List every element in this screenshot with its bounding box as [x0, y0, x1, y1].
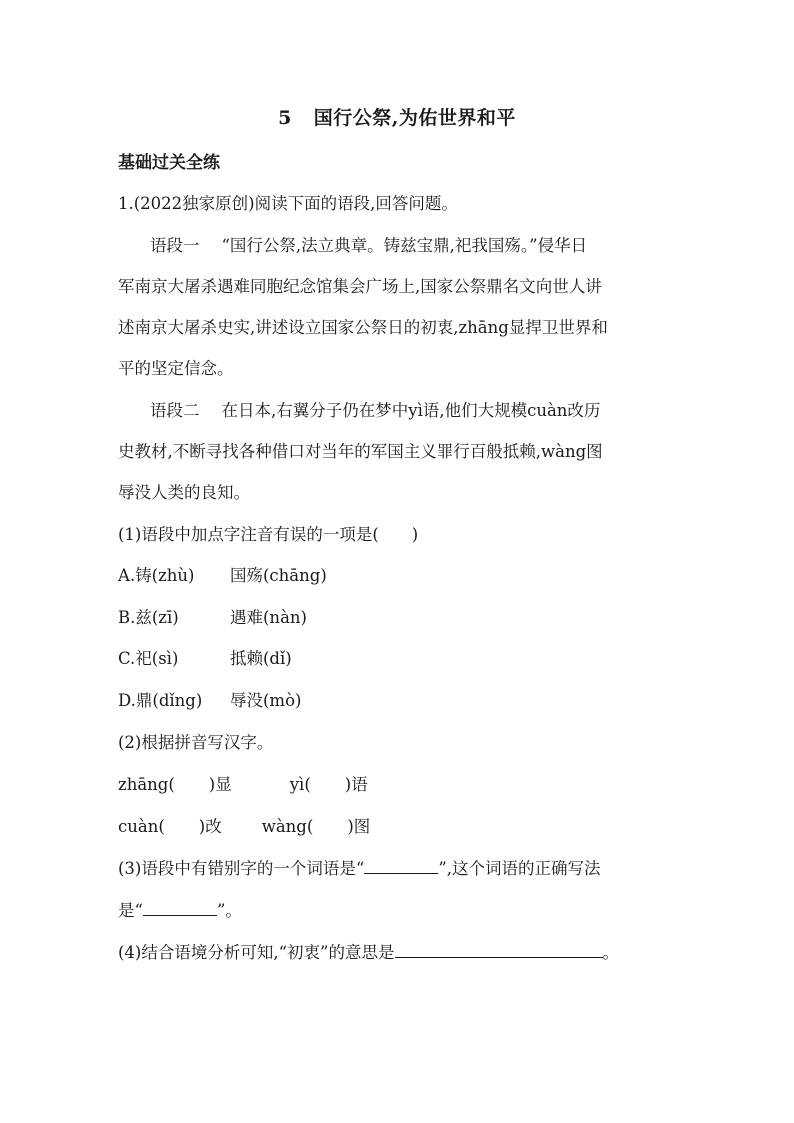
- subquestion-3-line-1: (3)语段中有错别字的一个词语是“ ”,这个词语的正确写法: [118, 859, 601, 878]
- paragraph-2-line-1: 语段二 在日本,右翼分子仍在梦中yì语,他们大规模cuàn改历: [150, 401, 601, 420]
- paragraph-1-line-1: 语段一 “国行公祭,法立典章。铸兹宝鼎,祀我国殇。”侵华日: [150, 236, 588, 255]
- option-a[interactable]: A.铸(zhù) 国殇(chāng): [118, 566, 327, 585]
- answer-blank[interactable]: [395, 943, 603, 958]
- section-heading: 基础过关全练: [118, 153, 220, 173]
- option-c[interactable]: C.祀(sì) 抵赖(dǐ): [118, 649, 292, 668]
- subquestion-2-stem: (2)根据拼音写汉字。: [118, 733, 274, 752]
- lesson-title: 国行公祭,为佑世界和平: [313, 107, 516, 129]
- paragraph-1-tag: 语段一: [150, 236, 200, 255]
- option-d[interactable]: D.鼎(dǐng) 辱没(mò): [118, 691, 302, 710]
- paragraph-1-line-3: 述南京大屠杀史实,讲述设立国家公祭日的初衷,zhāng显捍卫世界和: [118, 318, 608, 337]
- paragraph-2-tag: 语段二: [150, 401, 200, 420]
- paragraph-2-line-2: 史教材,不断寻找各种借口对当年的军国主义罪行百般抵赖,wàng图: [118, 442, 603, 461]
- paragraph-1-line-2: 军南京大屠杀遇难同胞纪念馆集会广场上,国家公祭鼎名文向世人讲: [118, 277, 602, 296]
- paragraph-1-line-4: 平的坚定信念。: [118, 359, 234, 378]
- question-stem: 1.(2022独家原创)阅读下面的语段,回答问题。: [118, 194, 458, 213]
- answer-blank[interactable]: [143, 901, 217, 916]
- subquestion-4: (4)结合语境分析可知,“初衷”的意思是 。: [118, 943, 619, 962]
- pinyin-row-2: cuàn( )改 wàng( )图: [118, 817, 371, 836]
- subquestion-3-line-2: 是“ ”。: [118, 901, 242, 920]
- paragraph-2-line-3: 辱没人类的良知。: [118, 483, 250, 502]
- page-title: [0, 103, 794, 130]
- subquestion-1-stem: (1)语段中加点字注音有误的一项是( ): [118, 525, 419, 544]
- answer-blank[interactable]: [364, 859, 438, 874]
- pinyin-row-1: zhāng( )显 yì( )语: [118, 775, 368, 794]
- option-b[interactable]: B.兹(zī) 遇难(nàn): [118, 608, 307, 627]
- lesson-number: 5: [278, 107, 292, 129]
